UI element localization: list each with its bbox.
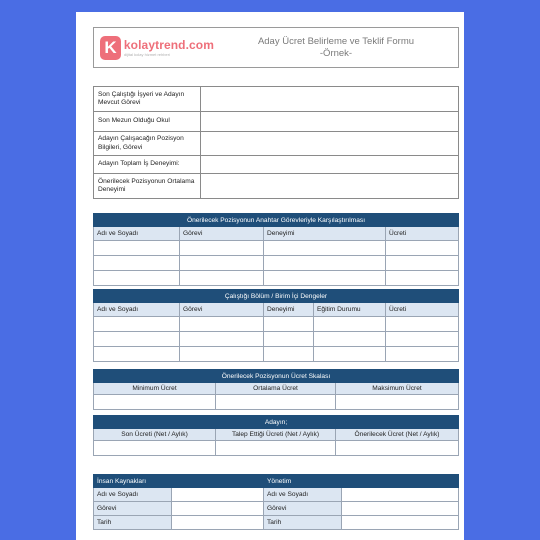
column-header: Eğitim Durumu [314,303,386,317]
table-cell[interactable] [180,347,264,362]
section-title: Önerilecek Pozisyonun Ücret Skalası [94,370,459,383]
table-cell[interactable] [94,256,180,271]
table-cell[interactable] [94,241,180,256]
table-cell[interactable] [264,332,314,347]
table-cell[interactable] [386,271,459,286]
table-cell[interactable] [264,241,386,256]
table-cell[interactable] [180,332,264,347]
column-header: Maksimum Ücret [336,383,459,395]
table-cell[interactable] [264,347,314,362]
table-cell[interactable] [180,317,264,332]
table-cell[interactable] [216,441,336,456]
table-cell[interactable] [314,317,386,332]
column-header: Minimum Ücret [94,383,216,395]
table-cell[interactable] [94,347,180,362]
section-title: Önerilecek Pozisyonun Anahtar Görevleriyle Karşılaştırılması [94,214,459,227]
logo-name: kolaytrend.com [123,37,214,52]
table-cell[interactable] [386,241,459,256]
info-value-cell[interactable] [201,112,459,132]
column-header: Adı ve Soyadı [94,227,180,241]
field-label: Tarih [264,516,342,530]
table-cell[interactable] [386,332,459,347]
field-label: Görevi [264,502,342,516]
candidate-info-table [93,86,459,199]
logo-tagline: dijital kolay hizmet rehberi [123,51,170,57]
table-cell[interactable] [94,441,216,456]
form-subtitle: -Örnek- [319,47,353,59]
form-title: Aday Ücret Belirleme ve Teklif Formu [257,35,415,47]
table-cell[interactable] [314,347,386,362]
info-value-cell[interactable] [201,87,459,112]
section-title: Çalıştığı Bölüm / Birim İçi Dengeler [94,290,459,303]
table-cell[interactable] [264,256,386,271]
table-cell[interactable] [314,332,386,347]
candidate-salary-table [93,415,459,456]
column-header: Önerilecek Ücret (Net / Aylık) [336,429,459,441]
info-value-cell[interactable] [201,156,459,174]
field-label: Tarih [94,516,172,530]
table-cell[interactable] [180,241,264,256]
table-cell[interactable] [264,317,314,332]
column-header: Son Ücreti (Net / Aylık) [94,429,216,441]
field-label: Adı ve Soyadı [264,488,342,502]
salary-scale-table [93,369,459,410]
info-label: Son Mezun Olduğu Okul [94,112,201,132]
key-duties-comparison-table [93,213,459,286]
logo-k-icon: K [100,36,121,60]
table-cell[interactable] [180,271,264,286]
info-label: Önerilecek Pozisyonun Ortalama Deneyimi [94,174,201,199]
column-header: Adı ve Soyadı [94,303,180,317]
table-cell[interactable] [386,347,459,362]
info-label: Adayın Çalışacağın Pozisyon Bilgileri, Görevi [94,132,201,156]
field-value[interactable] [172,488,264,502]
column-header: Ücreti [386,227,459,241]
table-cell[interactable] [180,256,264,271]
table-cell[interactable] [94,332,180,347]
logo [94,28,214,67]
approval-table [93,474,459,530]
info-label: Son Çalıştığı İşyeri ve Adayın Mevcut Görevi [94,87,201,112]
table-cell[interactable] [264,271,386,286]
field-label: Adı ve Soyadı [94,488,172,502]
section-title: Adayın; [94,416,459,429]
column-header: Talep Ettiği Ücreti (Net / Aylık) [216,429,336,441]
table-cell[interactable] [94,317,180,332]
field-value[interactable] [172,502,264,516]
info-label: Adayın Toplam İş Deneyimi: [94,156,201,174]
column-header: Ortalama Ücret [216,383,336,395]
column-header: Ücreti [386,303,459,317]
form-header [93,27,459,68]
table-cell[interactable] [336,395,459,410]
table-cell[interactable] [386,256,459,271]
field-value[interactable] [342,502,459,516]
info-value-cell[interactable] [201,132,459,156]
table-cell[interactable] [336,441,459,456]
column-header: Görevi [180,227,264,241]
column-header: Deneyimi [264,303,314,317]
hr-approval-title: İnsan Kaynakları [94,475,264,488]
info-value-cell[interactable] [201,174,459,199]
table-cell[interactable] [94,271,180,286]
management-approval-title: Yönetim [264,475,459,488]
field-label: Görevi [94,502,172,516]
column-header: Deneyimi [264,227,386,241]
column-header: Görevi [180,303,264,317]
table-cell[interactable] [386,317,459,332]
field-value[interactable] [172,516,264,530]
form-page [76,12,464,540]
field-value[interactable] [342,488,459,502]
field-value[interactable] [342,516,459,530]
table-cell[interactable] [216,395,336,410]
table-cell[interactable] [94,395,216,410]
department-balance-table [93,289,459,362]
